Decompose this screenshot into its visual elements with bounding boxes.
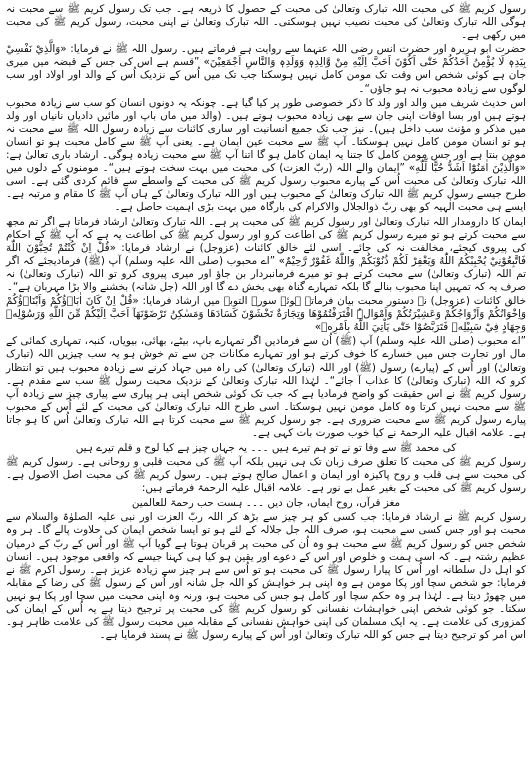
paragraph-7: رسول کریم ﷺ کی محبت کا تعلق صرف زبان تک ہی نہیں بلکہ آپ ﷺ کی محبت قلبی و روحانی ہے۔ رسول کریم ﷺ کی محبت سے ہی قلب و روح پاکیزہ اور ایمان و اعمال صالح ہوتے ہیں۔ رسول کریم ﷺ کی محبت اصل الاصول ہے۔ رسول کریم ﷺ کی محبت کے بغیر عمل بے نور ہے۔ علامہ اقبال علیہ الرحمۃ فرماتے ہیں: xyxy=(6,456,526,495)
paragraph-4: ایمان کا دارومدار اللہ تبارک وتعالیٰ اور رسول کریم ﷺ کی محبت پر ہے۔ اللہ تبارک وتعالیٰ ارشاد فرماتا ہے اگر تم مجھ سے محبت کرتے ہو تو میرے رسول کریم ﷺ کی اطاعت کرو اور رسول کریم ﷺ کی اطاعت یہ ہے کہ آپ ﷺ کے احکام کی پیروی کیجئے، مخالفت نہ کی جائے۔ اسی لئے خالق کائنات (عزوجل) نے ارشاد فرمایا: «قُلْ اِنْ كُنْتُمْ تُحِبُّوْنَ اللّٰهَ فَاتَّبِعُوْنِيْ يُحْبِبْكُمُ اللّٰهُ وَيَغْفِرْ لَكُمْ ذُنُوْبَكُمْ ۭ وَاللّٰهُ غَفُوْرٌ رَّحِيْمٌ» ”اے محبوب (صلی اللہ علیہ وسلم) آپ (ﷺ) فرمادیجئے کہ اگر تم اللہ (تبارک وتعالیٰ) سے محبت کرتے ہو تو میرے فرمانبردار بن جاؤ اور میری پیروی کرو تو اللہ (تبارک وتعالیٰ) نہ صرف یہ کہ تمہیں اپنا محبوب بنالے گا بلکہ تمہارے گناہ بھی بخش دے گا اور اللہ (جل شانہ) بخشنے والا بڑا مہربان ہے“۔ xyxy=(6,215,526,293)
paragraph-8: رسول کریم ﷺ نے ارشاد فرمایا: جب کسی کو ہر چیز سے بڑھ کر اللہ ربّ العزت اور نبی علیہ الصلوٰۃ والسلام سے محبت ہو اور جس کسی سے محبت ہو، صرف اللہ جل جلالہ کے لئے ہو تو ایسا شخص ایمان کی حلاوت پالے گا۔ ہر وہ شخص جس کو رسول کریم ﷺ سے محبت ہو وہ اُن کی محبت پر قربان ہوتا ہے گویا آپ ﷺ اور اُس کے ربّ کے درمیان عظیم رشتہ ہے۔ کہ اسی ہمت و خلوص اور اس کے دعوے اور یقین ہو کیا ہی کہنا جیسے کہ واقعی موجود ہیں۔ انسان کو اہل دل سلطانہ اور اُس کا پیارا رسول ﷺ کی محبت ہو تو اُس سے ہر چیز سے زیادہ عزیز ہے۔ رسول اکرم ﷺ نے فرمایا: جو شخص سچا اور پکا مومن ہے وہ اپنی ہر خواہش کو اللہ جل شانہ اور اُس کے رسول ﷺ کی رضا کے مقابلہ میں چھوڑ دیتا ہے۔ لہٰذا ہر وہ حکم سچا اور کامل ہو جس کی محبت ہو، ورنہ وہ اپنی محبت میں سچا اور پکا ہو نہیں سکتا۔ جو کوئی شخص اپنی خواہشات نفسانی کو رسول کریم ﷺ کی محبت پر ترجیح دیتا ہے یہ اُس کے ایمان کی کمزوری کی علامت ہے۔ یہ ایک مسلمان کی اپنی خواہش نفسانی کے مقابلہ میں محبت رسول ﷺ کی علامت ظاہر ہو۔ اس امر کو ترجیح دیتا ہے جس کو اللہ تبارک وتعالیٰ اور اُس کے پیارے رسول ﷺ نے پسند فرمایا ہے۔ xyxy=(6,511,526,642)
couplet-2: مغز قرآں، روح ایماں، جان دیں ۔۔۔ ہست حب رحمۃ للعالمین xyxy=(131,497,401,510)
paragraph-6: ”اے محبوب (صلی اللہ علیہ وسلم) آپ (ﷺ) اُن سے فرمادیں اگر تمہارے باپ، بیٹے، بھائی، بیویاں، کنبہ، تمہاری کمائی کے مال اور تجارت جس میں خسارے کا خوف کرتے ہو اور تمہارے مکانات جن سے تم خوش ہو یہ سب چیزیں اللہ (تبارک وتعالیٰ) اور اُس کے (پیارے) رسول (ﷺ) اور اللہ (تبارک وتعالیٰ) کی راہ میں جہاد کرنے سے زیادہ محبوب ہیں تو انتظار کرو کہ اللہ (تبارک وتعالیٰ) کا عذاب آ جائے“۔ لہٰذا اللہ تبارک وتعالیٰ کے نزدیک محبت رسول ﷺ سب سے مقدم ہے۔ رسول کریم ﷺ نے اس حقیقت کو واضح فرمادیا ہے کہ جب تک کوئی شخص اپنی ہر پیاری سے پیاری چیز سے زیادہ آپ ﷺ سے محبت نہیں کرتا وہ کامل مومن نہیں ہوسکتا۔ اسی طرح اللہ تبارک وتعالیٰ کی محبت کے لئے اُس کے محبوب پیارے رسول کریم ﷺ سے محبت ضروری ہے۔ جو رسول کریم ﷺ سے محبت کرتا ہے اللہ تبارک وتعالیٰ اُس کا ہو جاتا ہے۔ علامہ اقبال علیہ الرحمۃ نے کیا خوب صورت بات کہی ہے۔ xyxy=(6,335,526,439)
paragraph-1: رسول کریم ﷺ کی محبت اللہ تبارک وتعالیٰ کی محبت کے حصول کا ذریعہ ہے۔ جب تک رسول کریم ﷺ سے محبت نہ ہوگی اللہ تبارک وتعالیٰ کی محبت نصیب نہیں ہوسکتی۔ اللہ تبارک وتعالیٰ نے اپنی محبت، رسول کریم ﷺ کی محبت میں رکھی ہے۔ xyxy=(6,3,526,42)
couplet-1: کی محمد ﷺ سے وفا تو نے تو ہم تیرے ہیں ۔۔۔ یہ جہاں چیز ہے کیا لوح و قلم تیرے ہیں xyxy=(75,442,457,455)
paragraph-5-surah-tawbah: خالق کائنات (عزوجل) نے دستور محبت بیان فرماتے ہوئے سورۃ التوبہ میں ارشاد فرمایا: «قُلْ اِنْ كَانَ اٰبَاۗؤُكُمْ وَاَبْنَاۗؤُكُمْ وَاِخْوَانُكُمْ وَاَزْوَاجُكُمْ وَعَشِيْرَتُكُمْ وَاَمْوَالُۨ اقْتَرَفْتُمُوْهَا وَتِجَارَةٌ تَخْشَوْنَ كَسَادَهَا وَمَسٰكِنُ تَرْضَوْنَهَآ اَحَبَّ اِلَيْكُمْ مِّنَ اللّٰهِ وَرَسُوْلِهٖ وَجِهَادٍ فِيْ سَبِيْلِهٖ فَتَرَبَّصُوْا حَتّٰى يَاْتِيَ اللّٰهُ بِاَمْرِهٖ» xyxy=(6,295,526,334)
paragraph-3: اس حدیث شریف میں والد اور ولد کا ذکر خصوصی طور پر کیا گیا ہے۔ چونکہ یہ دونوں انسان کو سب سے زیادہ محبوب ہوتے ہیں اور بسا اوقات اپنی جان سے بھی زیادہ محبوب ہوتے ہیں۔ (والد میں ماں باپ اور مائیں دادیاں نانیاں اور ولد میں مذکر و مؤنث سب داخل ہیں)۔ نیز جب تک جمیع انسانیت اور ساری کائنات سے زیادہ رسول اللہ ﷺ سے محبت نہ ہو تو انسان مومن کامل نہیں ہوسکتا۔ آپ ﷺ سے محبت عین ایمان ہے۔ یعنی آپ ﷺ سے کامل محبت ہو تو انسان مومن بنتا ہے اور جس مومن کامل کا جتنا یہ ایمان کامل ہو گا اتنا آپ ﷺ سے محبت زیادہ ہوگی۔ ارشاد باری تعالیٰ ہے: «وَالَّذِيْنَ اٰمَنُوْٓا اَشَدُّ حُبًّا لِّلّٰهِ» ”ایمان والے اللہ (ربّ العزت) کی محبت میں بہت سخت ہوتے ہیں“۔ مومنوں کے دلوں میں اللہ تبارک وتعالیٰ کی محبت اُس کے پیارے محبوب رسول کریم ﷺ کی محبت کے واسطے سے قائم کردی گئی ہے۔ اسی طرح جیسے رسول کریم ﷺ اللہ تبارک وتعالیٰ کے محبوب ہیں اور اللہ تبارک وتعالیٰ کے ہاں آپ ﷺ کا مقام و مرتبہ ہے۔ ایسے ہی محبت الٰہیہ کو بھی ربّ ذوالجلال والاکرام کی بارگاہ میں بہت بڑی اہمیت حاصل ہے۔ xyxy=(6,96,526,214)
paragraph-2-hadith: حضرت ابو ہریرہ اور حضرت انس رضی اللہ عنہما سے روایت ہے فرماتے ہیں۔ رسول اللہ ﷺ نے فرمایا: «وَالَّذِيْ نَفْسِيْ بِيَدِهٖ لَا يُؤْمِنُ اَحَدُكُمْ حَتّٰى اَكُوْنَ اَحَبَّ اِلَيْهِ مِنْ وَّالِدِهٖ وَوَلَدِهٖ وَالنَّاسِ اَجْمَعِيْنَ» ”قسم ہے اس کی جس کے قبضہ میں میری جان ہے کوئی شخص اس وقت تک مومن کامل نہیں ہوسکتا جب تک میں اُس کے نزدیک اُس کے والد اور اولاد اور سب لوگوں سے زیادہ محبوب نہ ہو جاؤں“۔ xyxy=(6,43,526,95)
